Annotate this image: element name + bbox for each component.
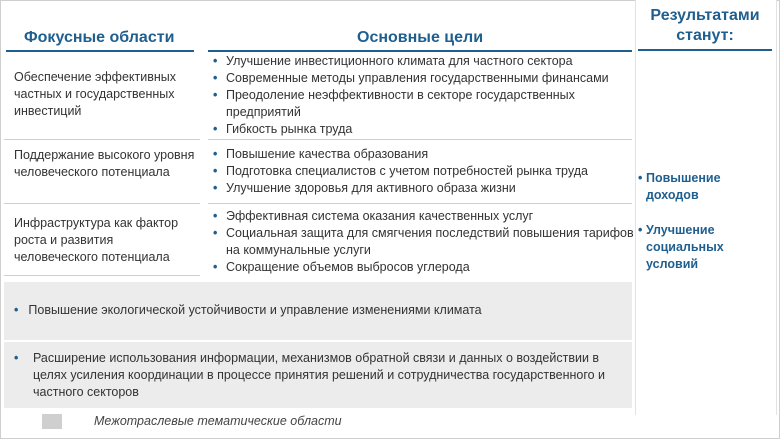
results-column xyxy=(635,0,777,415)
list-item: • Социальная защита для смягчения последствий повышения тарифов на коммунальные услуги xyxy=(213,226,634,257)
focus-area-1: Обеспечение эффективных частных и государственных инвестиций xyxy=(14,70,177,118)
bullet-icon: • xyxy=(213,71,218,85)
bullet-icon: • xyxy=(14,303,19,317)
results-header-line2: станут: xyxy=(676,27,734,44)
result-item-1: • Повышение доходов xyxy=(638,171,721,202)
list-item: • Подготовка специалистов с учетом потребностей рынка труда xyxy=(213,164,588,178)
focus-area-3: Инфраструктура как фактор роста и развития человеческого потенциала xyxy=(14,216,179,264)
list-item: • Преодоление неэффективности в секторе государственных предприятий xyxy=(213,88,575,119)
bullet-icon: • xyxy=(213,88,218,102)
goals-header: Основные цели xyxy=(357,29,484,46)
bullet-icon: • xyxy=(213,226,218,240)
goals-list-3 xyxy=(210,208,635,276)
results-header-underline xyxy=(638,49,772,51)
bullet-icon: • xyxy=(213,181,218,195)
row-separator xyxy=(208,139,632,140)
cross-cutting-item-1: • Повышение экологической устойчивости и управление изменениями климата xyxy=(14,303,482,317)
cross-cutting-item-2: • Расширение использования информации, механизмов обратной связи и данных о воздействии в целях усиления координации в процессе принятия решений и сотрудничества государственного и частного секторов xyxy=(14,351,606,399)
bullet-icon: • xyxy=(14,351,19,365)
focus-header-underline xyxy=(6,50,194,52)
list-item: • Эффективная система оказания качественных услуг xyxy=(213,209,534,223)
focus-area-2: Поддержание высокого уровня человеческого потенциала xyxy=(14,148,195,179)
bullet-icon: • xyxy=(213,260,218,274)
bullet-icon: • xyxy=(213,147,218,161)
list-item: • Гибкость рынка труда xyxy=(213,122,353,136)
result-item-2: • Улучшение социальных условий xyxy=(638,223,724,271)
focus-header: Фокусные области xyxy=(24,29,175,46)
row-separator xyxy=(4,203,200,204)
row-separator xyxy=(208,203,632,204)
bullet-icon: • xyxy=(638,171,643,185)
bullet-icon: • xyxy=(213,122,218,136)
bullet-icon: • xyxy=(213,54,218,68)
list-item: • Повышение качества образования xyxy=(213,147,429,161)
list-item: • Сокращение объемов выбросов углерода xyxy=(213,260,470,274)
goals-list-1 xyxy=(210,53,635,138)
legend-swatch xyxy=(42,414,62,429)
legend-label: Межотраслевые тематические области xyxy=(94,414,342,428)
bullet-icon: • xyxy=(638,223,643,237)
row-separator xyxy=(4,139,200,140)
bullet-icon: • xyxy=(213,209,218,223)
list-item: • Улучшение инвестиционного климата для частного сектора xyxy=(213,54,573,68)
list-item: • Современные методы управления государственными финансами xyxy=(213,71,609,85)
goals-header-underline xyxy=(208,50,632,52)
goals-list-2 xyxy=(210,146,635,197)
row-separator xyxy=(4,275,200,276)
bullet-icon: • xyxy=(213,164,218,178)
list-item: • Улучшение здоровья для активного образа жизни xyxy=(213,181,516,195)
results-header-line1: Результатами xyxy=(650,7,760,24)
results-header xyxy=(635,6,775,46)
